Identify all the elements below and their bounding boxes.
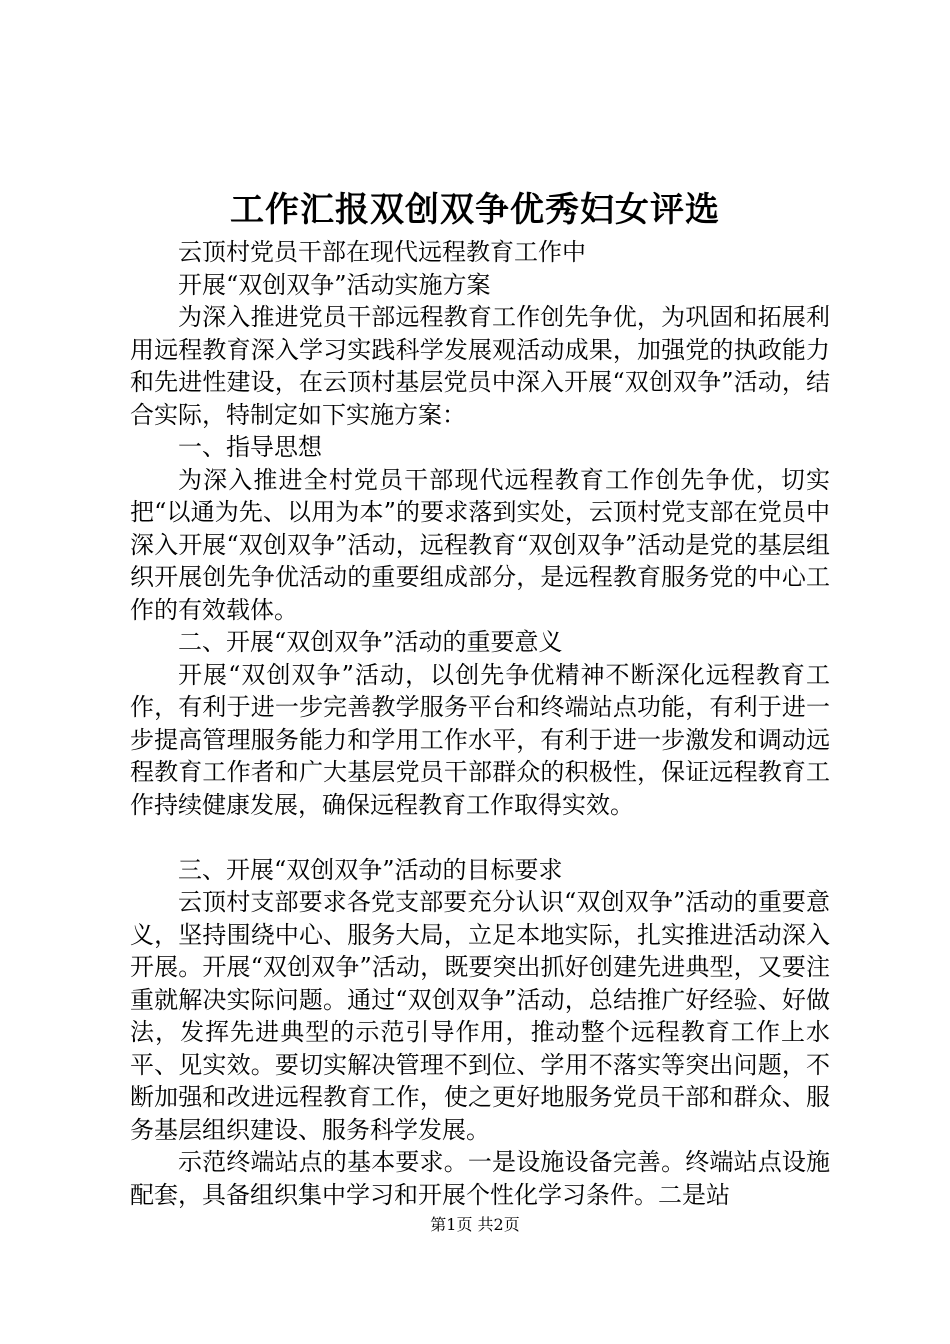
paragraph-gap	[130, 821, 830, 854]
paragraph-significance: 开展“双创双争”活动，以创先争优精神不断深化远程教育工作，有利于进一步完善教学服务平台和终端站点功能，有利于进一步提高管理服务能力和学用工作水平，有利于进一步激发和调动远程教育工作者和广大基层党员干部群众的积极性，保证远程教育工作持续健康发展，确保远程教育工作取得实效。	[130, 660, 830, 819]
paragraph-goals: 云顶村支部要求各党支部要充分认识“双创双争”活动的重要意义，坚持围绕中心、服务大局，立足本地实际，扎实推进活动深入开展。开展“双创双争”活动，既要突出抓好创建先进典型，又要注重就解决实际问题。通过“双创双争”活动，总结推广好经验、好做法，发挥先进典型的示范引导作用，推动整个远程教育工作上水平、见实效。要切实解决管理不到位、学用不落实等突出问题，不断加强和改进远程教育工作，使之更好地服务党员干部和群众、服务基层组织建设、服务科学发展。	[130, 888, 830, 1144]
document-body	[130, 236, 830, 1211]
section-heading-3: 三、开展“双创双争”活动的目标要求	[178, 855, 563, 884]
paragraph-subtitle-2: 开展“双创双争”活动实施方案	[178, 270, 491, 299]
paragraph-guiding-thought: 为深入推进全村党员干部现代远程教育工作创先争优，切实把“以通为先、以用为本”的要求落到实处，云顶村党支部在党员中深入开展“双创双争”活动，远程教育“双创双争”活动是党的基层组织开展创先争优活动的重要组成部分，是远程教育服务党的中心工作的有效载体。	[130, 465, 830, 624]
section-heading-2: 二、开展“双创双争”活动的重要意义	[178, 628, 563, 656]
paragraph-intro: 为深入推进党员干部远程教育工作创先争优，为巩固和拓展利用远程教育深入学习实践科学发展观活动成果，加强党的执政能力和先进性建设，在云顶村基层党员中深入开展“双创双争”活动，结合实际，特制定如下实施方案：	[130, 303, 830, 429]
paragraph-subtitle-1: 云顶村党员干部在现代远程教育工作中	[178, 238, 586, 266]
section-heading-1: 一、指导思想	[178, 433, 322, 461]
paragraph-requirements: 示范终端站点的基本要求。一是设施设备完善。终端站点设施配套，具备组织集中学习和开展个性化学习条件。二是站	[130, 1148, 830, 1209]
page-footer: 第1页 共2页	[430, 1215, 520, 1234]
document-title: 工作汇报双创双争优秀妇女评选	[230, 190, 720, 230]
